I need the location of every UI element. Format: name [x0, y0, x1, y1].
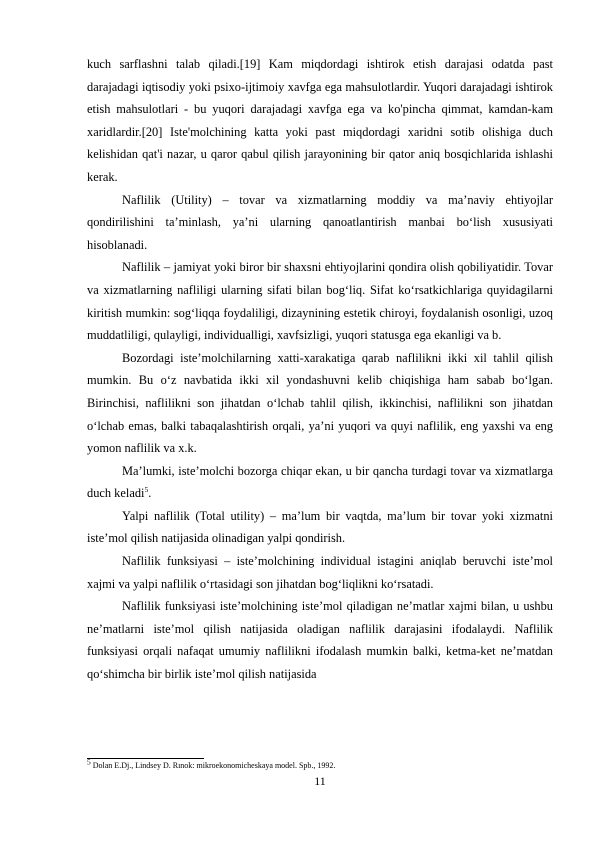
- footnote-text: Dolan E.Dj., Lindsey D. Rınok: mikroekonomicheskaya model. Spb., 1992.: [90, 761, 336, 770]
- paragraph-5-text: Ma’lumki, iste’molchi bozorga chiqar ekan, u bir qancha turdagi tovar va xizmatlarga duch keladi: [87, 463, 553, 501]
- paragraph-5: [87, 460, 553, 505]
- paragraph-8: Naflilik funksiyasi iste’molchining iste’mol qiladigan ne’matlar xajmi bilan, u ushbu ne’matlarni iste’mol qilish natijasida oladigan naflilik darajasini ifodalaydi. Naflilik funksiyasi orqali nafaqat umumiy naflilikni ifodalash mumkin balki, ketma-ket ne’matdan qo‘shimcha bir birlik iste’mol qilish natijasida: [87, 599, 553, 682]
- footnote-reference: 5: [144, 485, 149, 495]
- document-body: [87, 53, 553, 686]
- paragraph-1: kuch sarflashni talab qiladi.[19] Kam miqdordagi ishtirok etish darajasi odatda past darajadagi iqtisodiy yoki psixo-ijtimoiy xavfga ega mahsulotlardir. Yuqori darajadagi ishtirok etish mahsulotlari - bu yuqori darajadagi xavfga ega va ko'pincha qimmat, kamdan-kam xaridlardir.[20] Iste'molchining katta yoki past miqdordagi xaridni sotib olishiga duch kelishidan qat'i nazar, u qaror qabul qilish jarayonining bir qator aniq bosqichlarida ishlashi kerak.: [87, 57, 553, 184]
- footnote-divider: [87, 758, 204, 759]
- paragraph-2: Naflilik (Utility) – tovar va xizmatlarning moddiy va ma’naviy ehtiyojlar qondirilishini ta’minlash, ya’ni ularning qanoatlantirish manbai bo‘lish xususiyati hisoblanadi.: [87, 192, 553, 252]
- paragraph-7: Naflilik funksiyasi – iste’molchining individual istagini aniqlab beruvchi iste’mol xajmi va yalpi naflilik o‘rtasidagi son jihatdan bog‘liqlikni ko‘rsatadi.: [87, 554, 553, 591]
- paragraph-4: Bozordagi iste’molchilarning xatti-xarakatiga qarab naflilikni ikki xil tahlil qilish mumkin. Bu o‘z navbatida ikki xil yondashuvni kelib chiqishiga ham sabab bo‘lgan. Birinchisi, naflilikni son jihatdan o‘lchab tahlil qilish, ikkinchisi, naflilikni son jihatdan o‘lchab emas, balki tabaqalashtirish orqali, ya’ni yuqori va quyi naflilik, eng yaxshi va eng yomon naflilik va x.k.: [87, 350, 553, 456]
- footnote-mark: 5: [87, 757, 91, 767]
- paragraph-6: Yalpi naflilik (Total utility) – ma’lum bir vaqtda, ma’lum bir tovar yoki xizmatni iste’mol qilish natijasida olinadigan yalpi qondirish.: [87, 508, 553, 546]
- page-number: 11: [314, 774, 326, 788]
- paragraph-5-end: .: [148, 486, 152, 501]
- footnote: [87, 757, 553, 771]
- paragraph-3: Naflilik – jamiyat yoki biror bir shaxsni ehtiyojlarini qondira olish qobiliyatidir. Tovar va xizmatlarning nafliligi ularning sifati bilan bog‘liq. Sifat ko‘rsatkichlariga quyidagilarni kiritish mumkin: sog‘liqqa foydaliligi, dizaynining estetik chiroyi, foydalanish osonligi, uzoq muddatliligi, qulayligi, individualligi, xavfsizligi, yuqori statusga ega ekanligi va b.: [87, 260, 553, 343]
